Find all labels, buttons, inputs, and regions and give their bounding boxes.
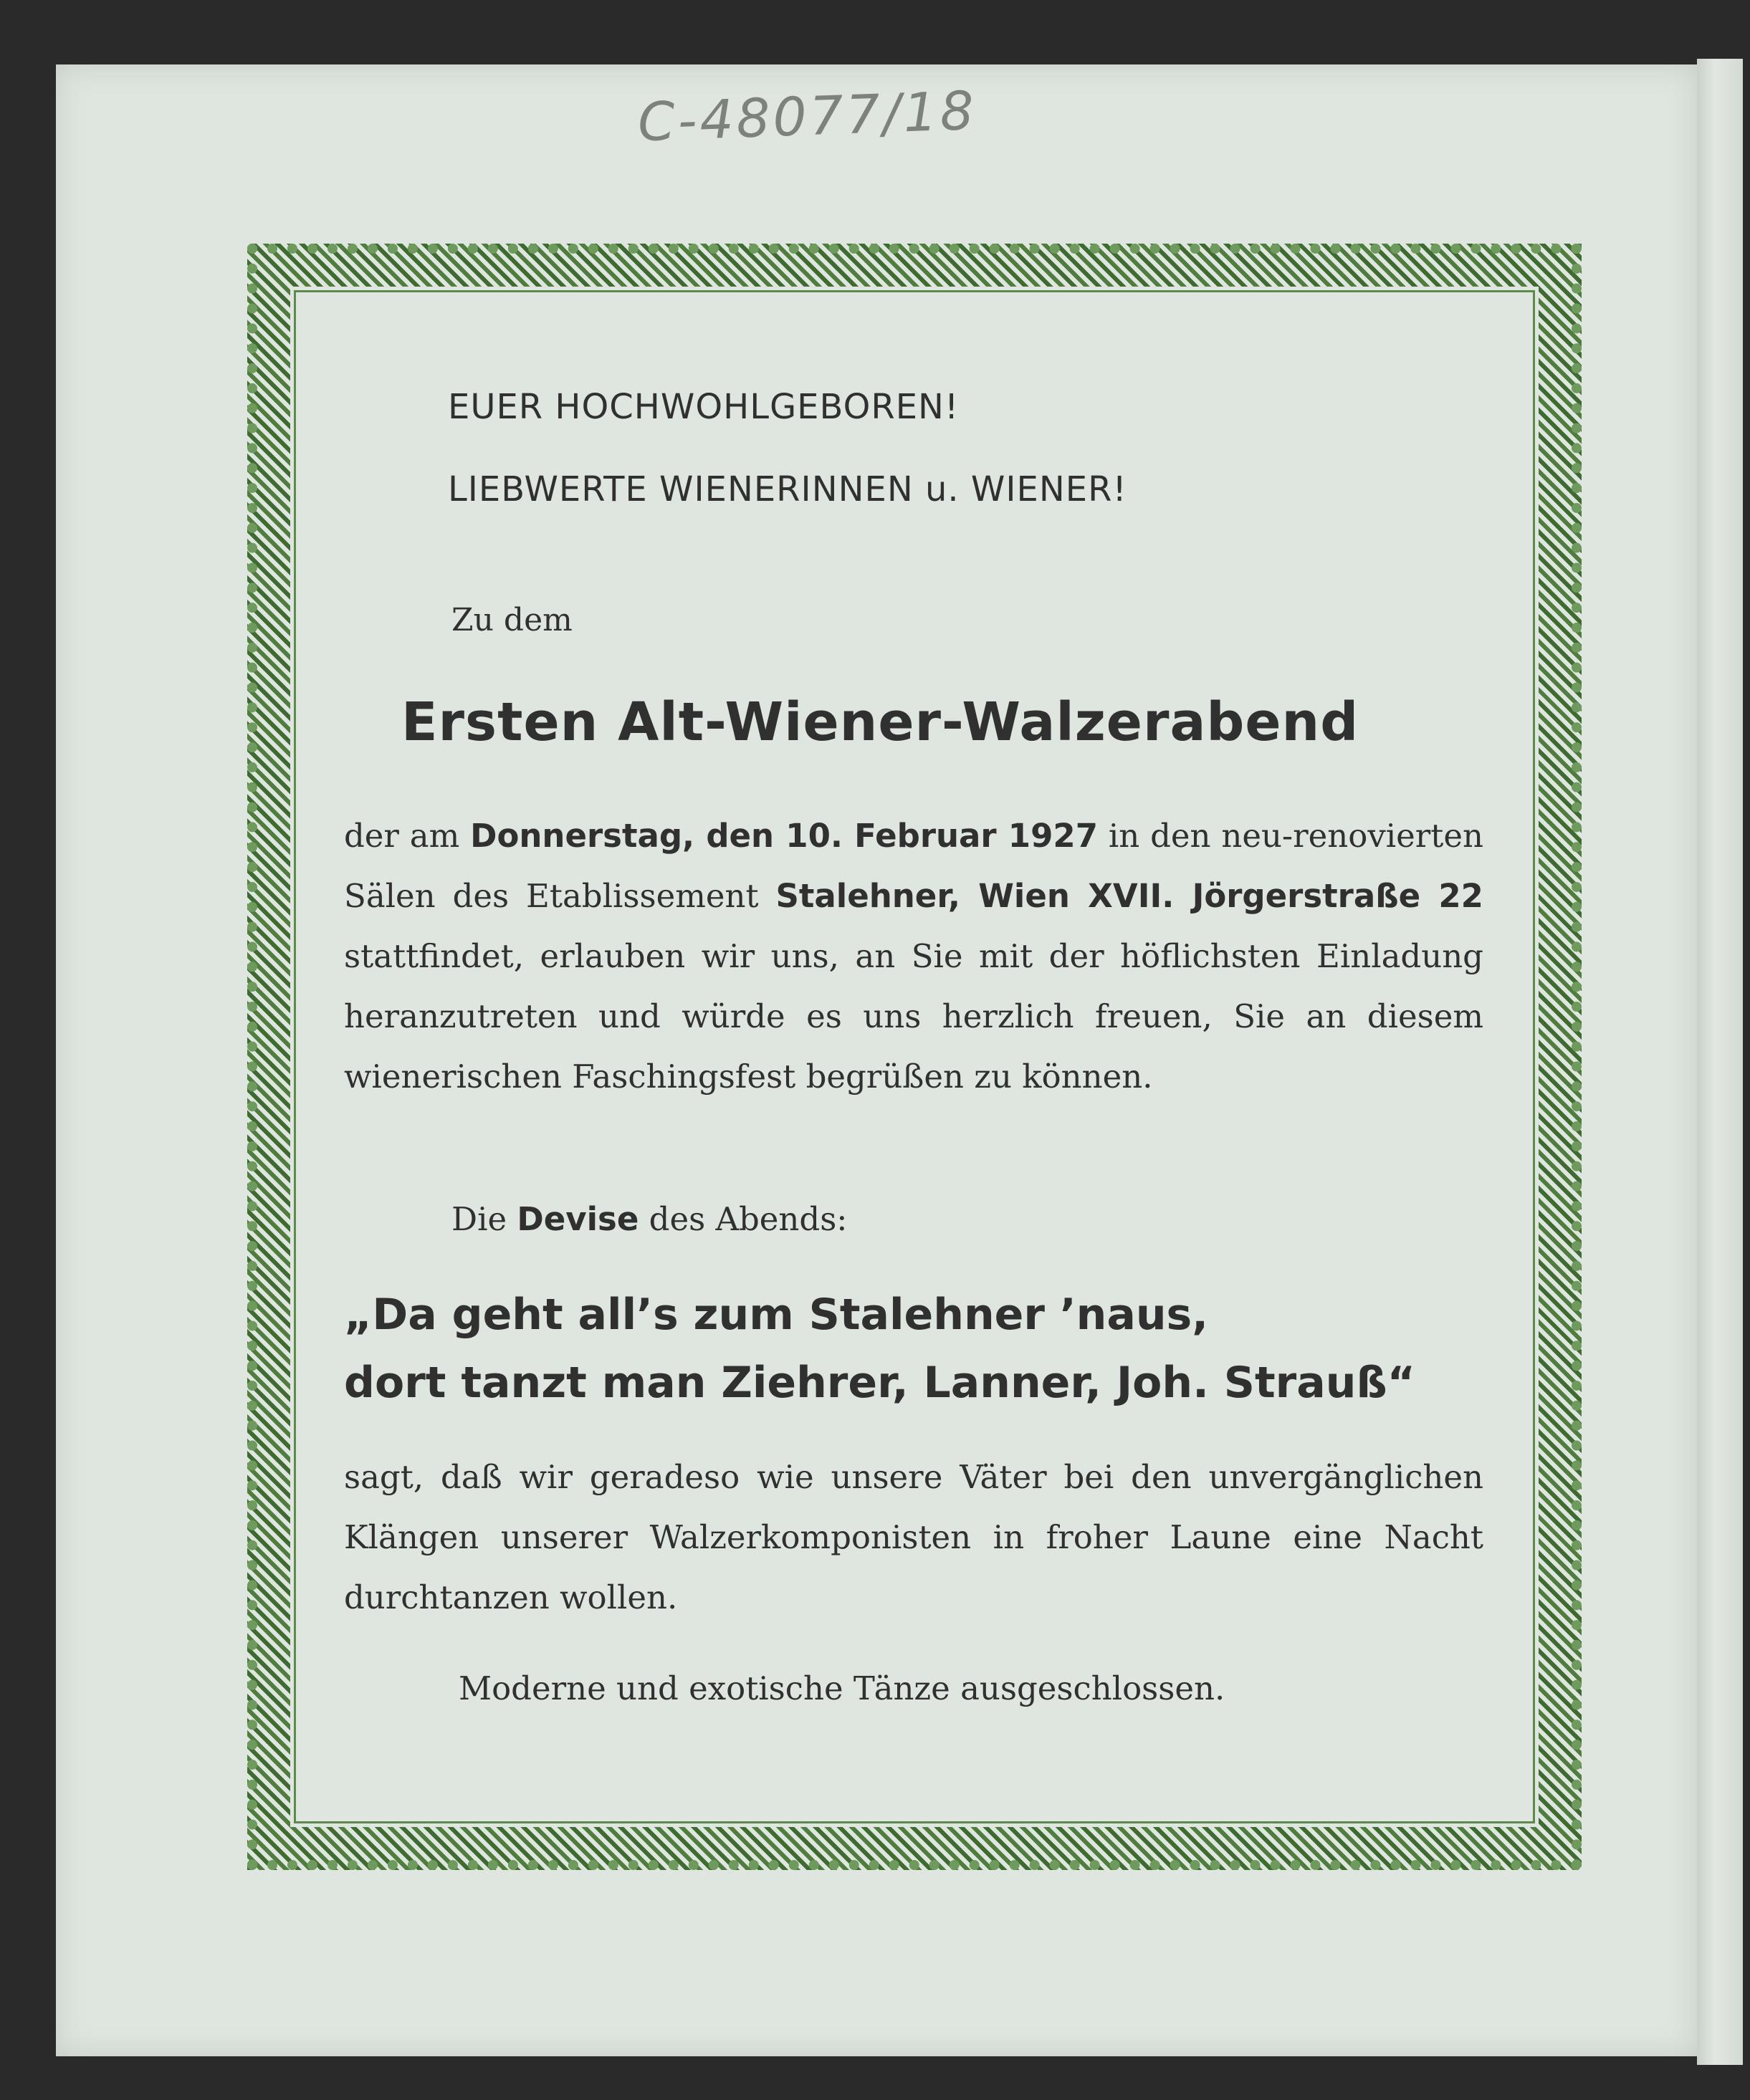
paragraph-text: stattfindet, erlauben wir uns, an Sie mit der höflichsten Einladung heranzutreten und würde es uns herzlich freuen, Sie an diesem wienerischen Faschingsfest begrüßen zu können. bbox=[344, 937, 1483, 1095]
greeting-line-1: EUER HOCHWOHLGEBOREN! bbox=[448, 387, 960, 427]
event-headline: Ersten Alt-Wiener-Walzerabend bbox=[401, 691, 1359, 753]
event-date: Donnerstag, den 10. Februar 1927 bbox=[470, 817, 1099, 855]
paragraph-text: der am bbox=[344, 817, 471, 855]
motto-line-1: „Da geht all’s zum Stalehner ’naus, bbox=[344, 1290, 1209, 1340]
motto-keyword: Devise bbox=[517, 1200, 639, 1238]
motto-intro-text: des Abends: bbox=[639, 1200, 848, 1238]
paper-fold bbox=[1697, 59, 1743, 2065]
motto-explanation: sagt, daß wir geradeso wie unsere Väter bei den unvergänglichen Klängen unserer Walzerkomponisten in froher Laune eine Nacht durchtanzen wollen. bbox=[344, 1458, 1483, 1616]
motto-intro bbox=[451, 1200, 847, 1238]
event-venue: Stalehner, Wien XVII. Jörgerstraße 22 bbox=[775, 877, 1483, 915]
invitation-paragraph bbox=[344, 806, 1483, 1107]
intro-text: Zu dem bbox=[451, 602, 573, 638]
greeting-line-2: LIEBWERTE WIENERINNEN u. WIENER! bbox=[448, 469, 1127, 509]
archive-number: C-48077/18 bbox=[636, 80, 978, 154]
paragraph-text: in den neu-renovierten Sälen des Etablissement bbox=[344, 817, 1484, 915]
closing-note: Moderne und exotische Tänze ausgeschlossen. bbox=[459, 1669, 1225, 1707]
motto-intro-text: Die bbox=[451, 1200, 517, 1238]
motto-line-2: dort tanzt man Ziehrer, Lanner, Joh. Strauß“ bbox=[344, 1358, 1416, 1408]
